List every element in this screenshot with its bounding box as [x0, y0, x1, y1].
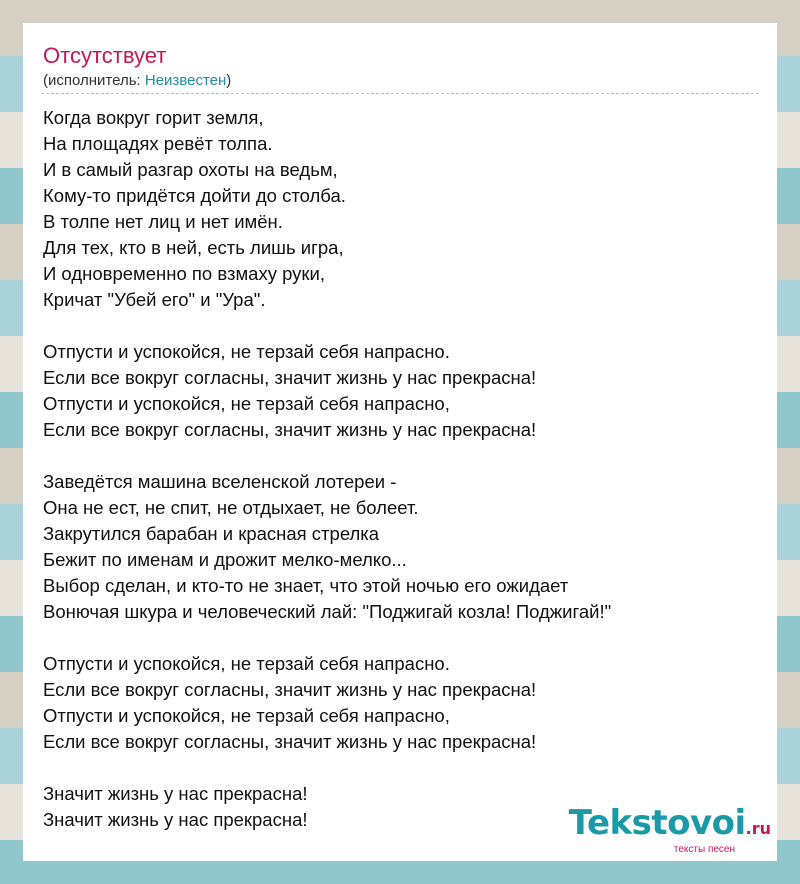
lyrics-line: Отпусти и успокойся, не терзай себя напрасно,: [43, 705, 450, 726]
lyrics-line: Если все вокруг согласны, значит жизнь у нас прекрасна!: [43, 419, 537, 440]
lyrics-line: Для тех, кто в ней, есть лишь игра,: [43, 237, 344, 258]
lyrics-line: Выбор сделан, и кто-то не знает, что этой ночью его ожидает: [43, 575, 569, 596]
lyrics-stanza: [43, 469, 763, 625]
lyrics-line: Значит жизнь у нас прекрасна!: [43, 809, 308, 830]
logo-tld: .ru: [745, 819, 771, 838]
lyrics-card: [23, 23, 777, 861]
lyrics-line: Заведётся машина вселенской лотереи -: [43, 471, 397, 492]
lyrics-line: Если все вокруг согласны, значит жизнь у нас прекрасна!: [43, 679, 537, 700]
lyrics-line: Если все вокруг согласны, значит жизнь у нас прекрасна!: [43, 367, 537, 388]
lyrics-line: Она не ест, не спит, не отдыхает, не болеет.: [43, 497, 419, 518]
lyrics-line: На площадях ревёт толпа.: [43, 133, 273, 154]
lyrics-stanza: [43, 339, 763, 443]
artist-link[interactable]: Неизвестен: [144, 72, 227, 89]
lyrics-line: Если все вокруг согласны, значит жизнь у нас прекрасна!: [43, 731, 537, 752]
title-divider: [41, 93, 759, 94]
lyrics-line: И одновременно по взмаху руки,: [43, 263, 325, 284]
lyrics-line: Бежит по именам и дрожит мелко-мелко...: [43, 549, 407, 570]
lyrics-line: Когда вокруг горит земля,: [43, 107, 264, 128]
lyrics-line: Вонючая шкура и человеческий лай: "Поджигай козла! Поджигай!": [43, 601, 612, 622]
lyrics-stanza: [43, 105, 763, 313]
lyrics-stanza: [43, 651, 763, 755]
song-title: Отсутствует: [43, 43, 167, 68]
logo-name: Tekstovoi: [568, 803, 746, 843]
artist-suffix: ): [226, 72, 232, 89]
lyrics-line: Кому-то придётся дойти до столба.: [43, 185, 346, 206]
lyrics-line: В толпе нет лиц и нет имён.: [43, 211, 283, 232]
lyrics-line: Отпусти и успокойся, не терзай себя напрасно,: [43, 393, 450, 414]
site-logo[interactable]: [569, 805, 771, 855]
lyrics-line: И в самый разгар охоты на ведьм,: [43, 159, 338, 180]
lyrics-line: Кричат "Убей его" и "Ура".: [43, 289, 266, 310]
lyrics-line: Закрутился барабан и красная стрелка: [43, 523, 380, 544]
lyrics-body: [43, 105, 763, 833]
lyrics-line: Значит жизнь у нас прекрасна!: [43, 783, 308, 804]
lyrics-line: Отпусти и успокойся, не терзай себя напрасно.: [43, 653, 450, 674]
artist-line: [43, 71, 231, 91]
artist-prefix: (исполнитель:: [43, 72, 145, 89]
logo-tagline: тексты песен: [673, 844, 735, 855]
lyrics-line: Отпусти и успокойся, не терзай себя напрасно.: [43, 341, 450, 362]
